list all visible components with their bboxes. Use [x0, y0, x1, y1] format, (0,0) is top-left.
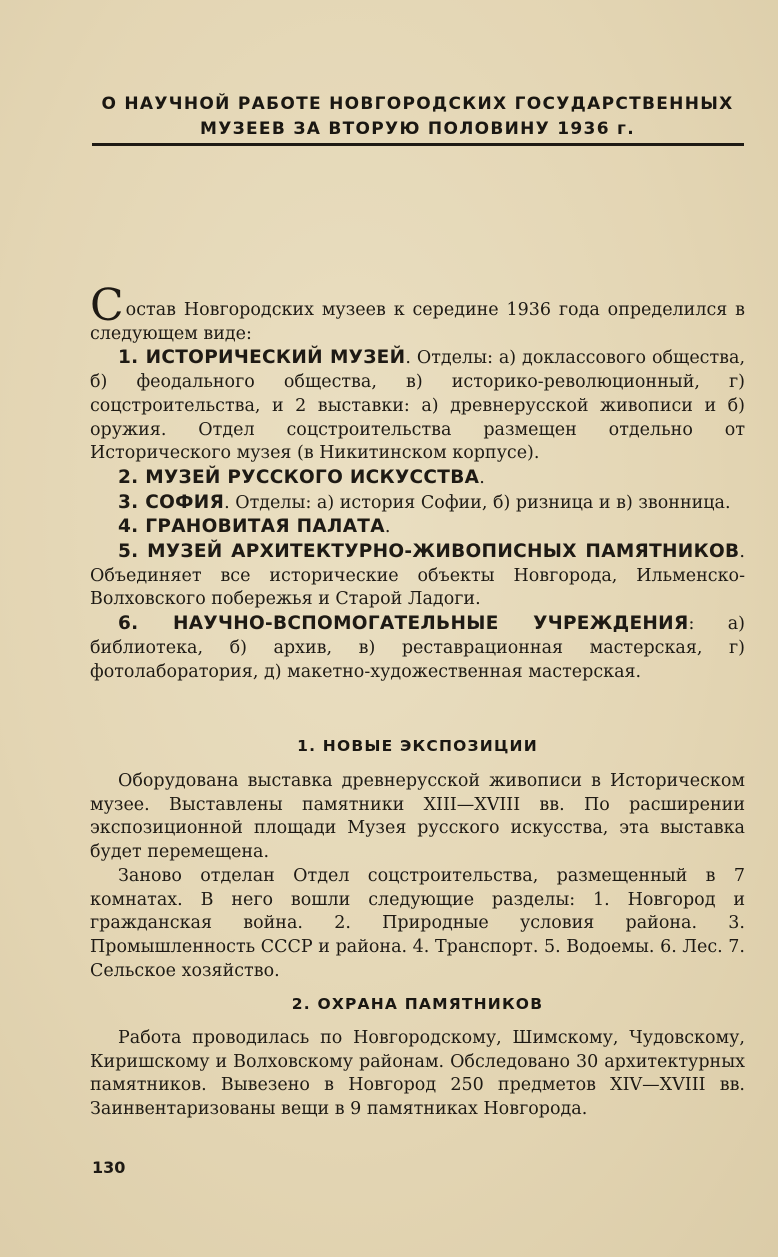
- item-text: : а) библиотека, б) архив, в) реставрационная мастерская, г) фотолаборатория, д) макетно-художественная мастерская.: [90, 614, 745, 682]
- intro-paragraph: [90, 280, 745, 346]
- list-item: [90, 346, 745, 466]
- section2-body: [90, 1027, 745, 1122]
- item-text: . Отделы: а) доклассового общества, б) феодального общества, в) историко-революционный, г) соцстроительства, и 2 выставки: а) древнерусской живописи и б) оружия. Отдел соцстроительства размещен отдельно от Исторического музея (в Никитинском корпусе).: [90, 348, 746, 464]
- list-item: [90, 491, 745, 516]
- item-name: 5. МУЗЕЙ АРХИТЕКТУРНО-ЖИВОПИСНЫХ ПАМЯТНИКОВ: [118, 541, 740, 563]
- item-name: 6. НАУЧНО-ВСПОМОГАТЕЛЬНЫЕ УЧРЕЖДЕНИЯ: [118, 613, 689, 635]
- document-title: О НАУЧНОЙ РАБОТЕ НОВГОРОДСКИХ ГОСУДАРСТВЕННЫХ МУЗЕЕВ ЗА ВТОРУЮ ПОЛОВИНУ 1936 г.: [101, 94, 734, 139]
- list-item: [90, 540, 745, 612]
- title-rule: [92, 143, 744, 146]
- item-name: 4. ГРАНОВИТАЯ ПАЛАТА: [118, 516, 385, 538]
- paragraph: Оборудована выставка древнерусской живописи в Историческом музее. Выставлены памятники XIII—XVIII вв. По расширении экспозиционной площади Музея русского искусства, эта выставка будет перемещена.: [90, 771, 745, 863]
- intro-block: [90, 280, 746, 684]
- section1-body: [90, 770, 745, 983]
- item-name: 3. СОФИЯ: [118, 491, 225, 513]
- paragraph: Заново отделан Отдел соцстроительства, размещенный в 7 комнатах. В него вошли следующие разделы: 1. Новгород и гражданская война. 2. Природные условия района. 3. Промышленность СССР и района. 4. Транспорт. 5. Водоемы. 6. Лес. 7. Сельское хозяйство.: [90, 865, 745, 981]
- item-text: . Отделы: а) история Софии, б) ризница и в) звонница.: [224, 492, 731, 513]
- dropcap-letter: С: [90, 280, 124, 331]
- item-name: 1. ИСТОРИЧЕСКИЙ МУЗЕЙ: [118, 347, 406, 369]
- item-name: 2. МУЗЕЙ РУССКОГО ИСКУССТВА: [118, 466, 480, 488]
- intro-text: остав Новгородских музеев к середине 1936 года определился в следующем виде:: [90, 300, 745, 344]
- list-item: [90, 466, 745, 491]
- paragraph: Работа проводилась по Новгородскому, Шимскому, Чудовскому, Киришскому и Волховскому районам. Обследовано 30 архитектурных памятников. Вывезено в Новгород 250 предметов XIV—XVIII вв. Заинвентаризованы вещи в 9 памятниках Новгорода.: [90, 1028, 745, 1120]
- item-text: .: [384, 517, 391, 538]
- item-text: . Объединяет все исторические объекты Новгорода, Ильменско-Волховского побережья и Старой Ладоги.: [90, 542, 745, 610]
- item-text: .: [479, 467, 485, 488]
- section-heading: 1. НОВЫЕ ЭКСПОЗИЦИИ: [297, 737, 538, 755]
- page-number: 130: [92, 1158, 126, 1177]
- section-heading: 2. ОХРАНА ПАМЯТНИКОВ: [291, 995, 544, 1013]
- list-item: [90, 612, 745, 684]
- list-item: [90, 515, 745, 540]
